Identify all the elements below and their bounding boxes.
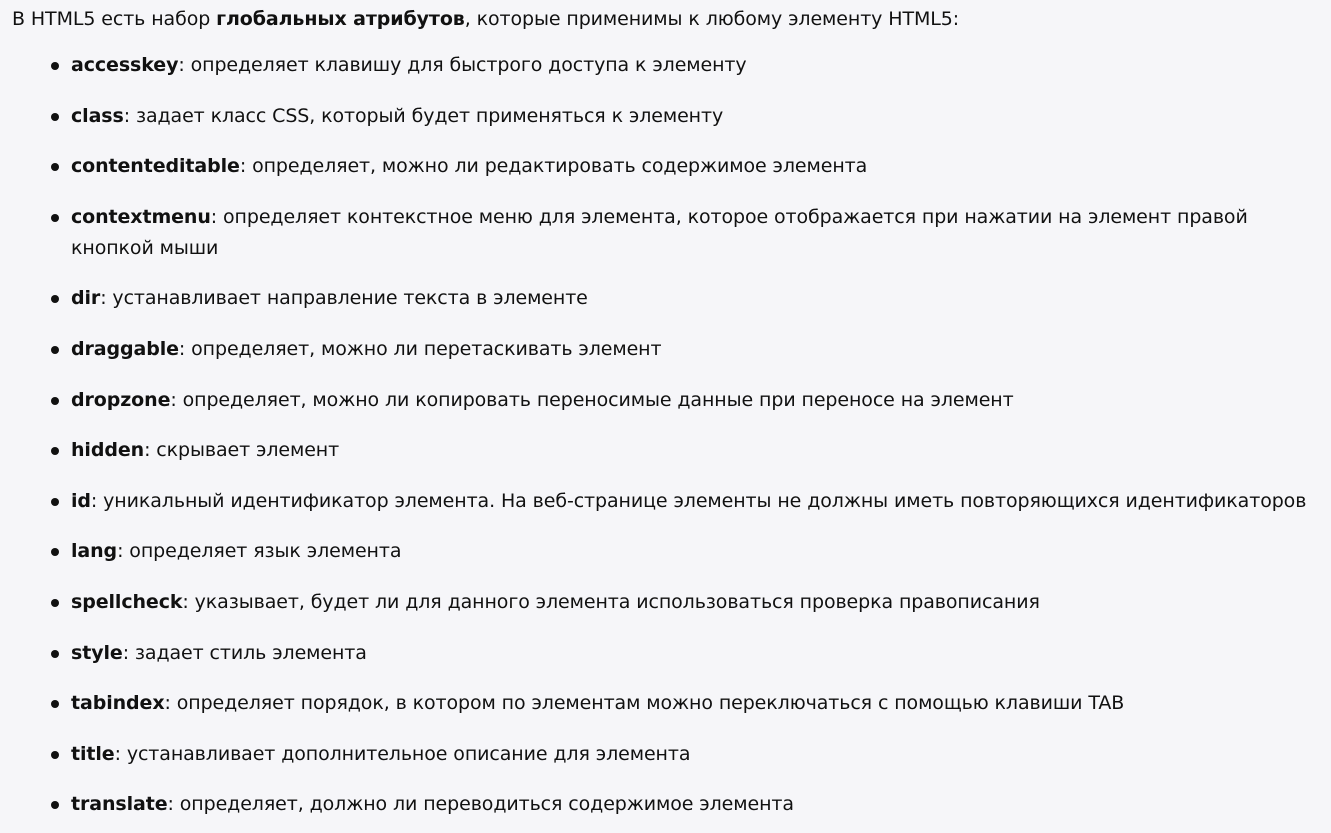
- list-item: [12, 789, 1321, 820]
- bullet-icon: [51, 548, 59, 556]
- list-item: [12, 536, 1321, 567]
- list-item: [12, 638, 1321, 669]
- list-item: [12, 435, 1321, 466]
- intro-bold-term: глобальных атрибутов: [216, 8, 465, 30]
- attribute-name: dropzone: [71, 388, 171, 411]
- list-item: [12, 101, 1321, 132]
- list-item: [12, 587, 1321, 618]
- list-item: [12, 283, 1321, 314]
- bullet-icon: [51, 346, 59, 354]
- attribute-description: : определяет язык элемента: [117, 540, 402, 563]
- attribute-description: : определяет порядок, в котором по элементам можно переключаться с помощью клавиши TAB: [164, 692, 1125, 715]
- bullet-icon: [51, 397, 59, 405]
- list-item: [12, 334, 1321, 365]
- bullet-icon: [51, 62, 59, 70]
- bullet-icon: [51, 163, 59, 171]
- attribute-description: : определяет, можно ли редактировать содержимое элемента: [239, 155, 868, 178]
- attribute-description: : скрывает элемент: [144, 439, 340, 462]
- bullet-icon: [51, 700, 59, 708]
- attribute-name: contextmenu: [71, 205, 211, 228]
- attribute-name: title: [71, 742, 115, 765]
- attribute-name: accesskey: [71, 54, 179, 76]
- attribute-description: : задает класс CSS, который будет применяться к элементу: [123, 104, 724, 127]
- attribute-name: dir: [71, 287, 101, 310]
- attribute-description: : определяет контекстное меню для элемента, которое отображается при нажатии на элемент правой кнопкой мыши: [71, 205, 1248, 259]
- list-item: [12, 688, 1321, 719]
- bullet-icon: [51, 295, 59, 303]
- bullet-icon: [51, 751, 59, 759]
- intro-text-after: , которые применимы к любому элементу HTML5:: [464, 8, 960, 30]
- attribute-name: id: [71, 489, 91, 512]
- bullet-icon: [51, 650, 59, 658]
- attribute-description: : устанавливает дополнительное описание для элемента: [114, 742, 691, 765]
- list-item: [12, 486, 1321, 517]
- attribute-name: style: [71, 641, 123, 664]
- attribute-name: spellcheck: [71, 590, 183, 613]
- attribute-description: : устанавливает направление текста в элементе: [100, 287, 588, 310]
- list-item: [12, 385, 1321, 416]
- bullet-icon: [51, 447, 59, 455]
- intro-paragraph: [12, 4, 1321, 35]
- attribute-name: tabindex: [71, 692, 165, 715]
- list-item: [12, 50, 1321, 81]
- bullet-icon: [51, 498, 59, 506]
- bullet-icon: [51, 599, 59, 607]
- attribute-description: : указывает, будет ли для данного элемента использоваться проверка правописания: [182, 590, 1040, 613]
- attribute-name: class: [71, 104, 124, 127]
- global-attributes-list: [12, 50, 1321, 820]
- attribute-description: : определяет клавишу для быстрого доступа к элементу: [178, 54, 747, 76]
- attribute-name: hidden: [71, 439, 145, 462]
- attribute-description: : определяет, можно ли копировать переносимые данные при переносе на элемент: [170, 388, 1014, 411]
- list-item: [12, 739, 1321, 770]
- list-item: [12, 151, 1321, 182]
- attribute-description: : задает стиль элемента: [122, 641, 367, 664]
- bullet-icon: [51, 214, 59, 222]
- attribute-description: : определяет, можно ли перетаскивать элемент: [178, 337, 662, 360]
- attribute-name: lang: [71, 540, 118, 563]
- list-item: [12, 202, 1321, 264]
- attribute-name: draggable: [71, 337, 179, 360]
- attribute-name: contenteditable: [71, 155, 240, 178]
- attribute-name: translate: [71, 793, 168, 816]
- bullet-icon: [51, 113, 59, 121]
- attribute-description: : уникальный идентификатор элемента. На веб-странице элементы не должны иметь повторяющихся идентификаторов: [90, 489, 1307, 512]
- bullet-icon: [51, 801, 59, 809]
- intro-text-before: В HTML5 есть набор: [12, 8, 217, 30]
- attribute-description: : определяет, должно ли переводиться содержимое элемента: [167, 793, 794, 816]
